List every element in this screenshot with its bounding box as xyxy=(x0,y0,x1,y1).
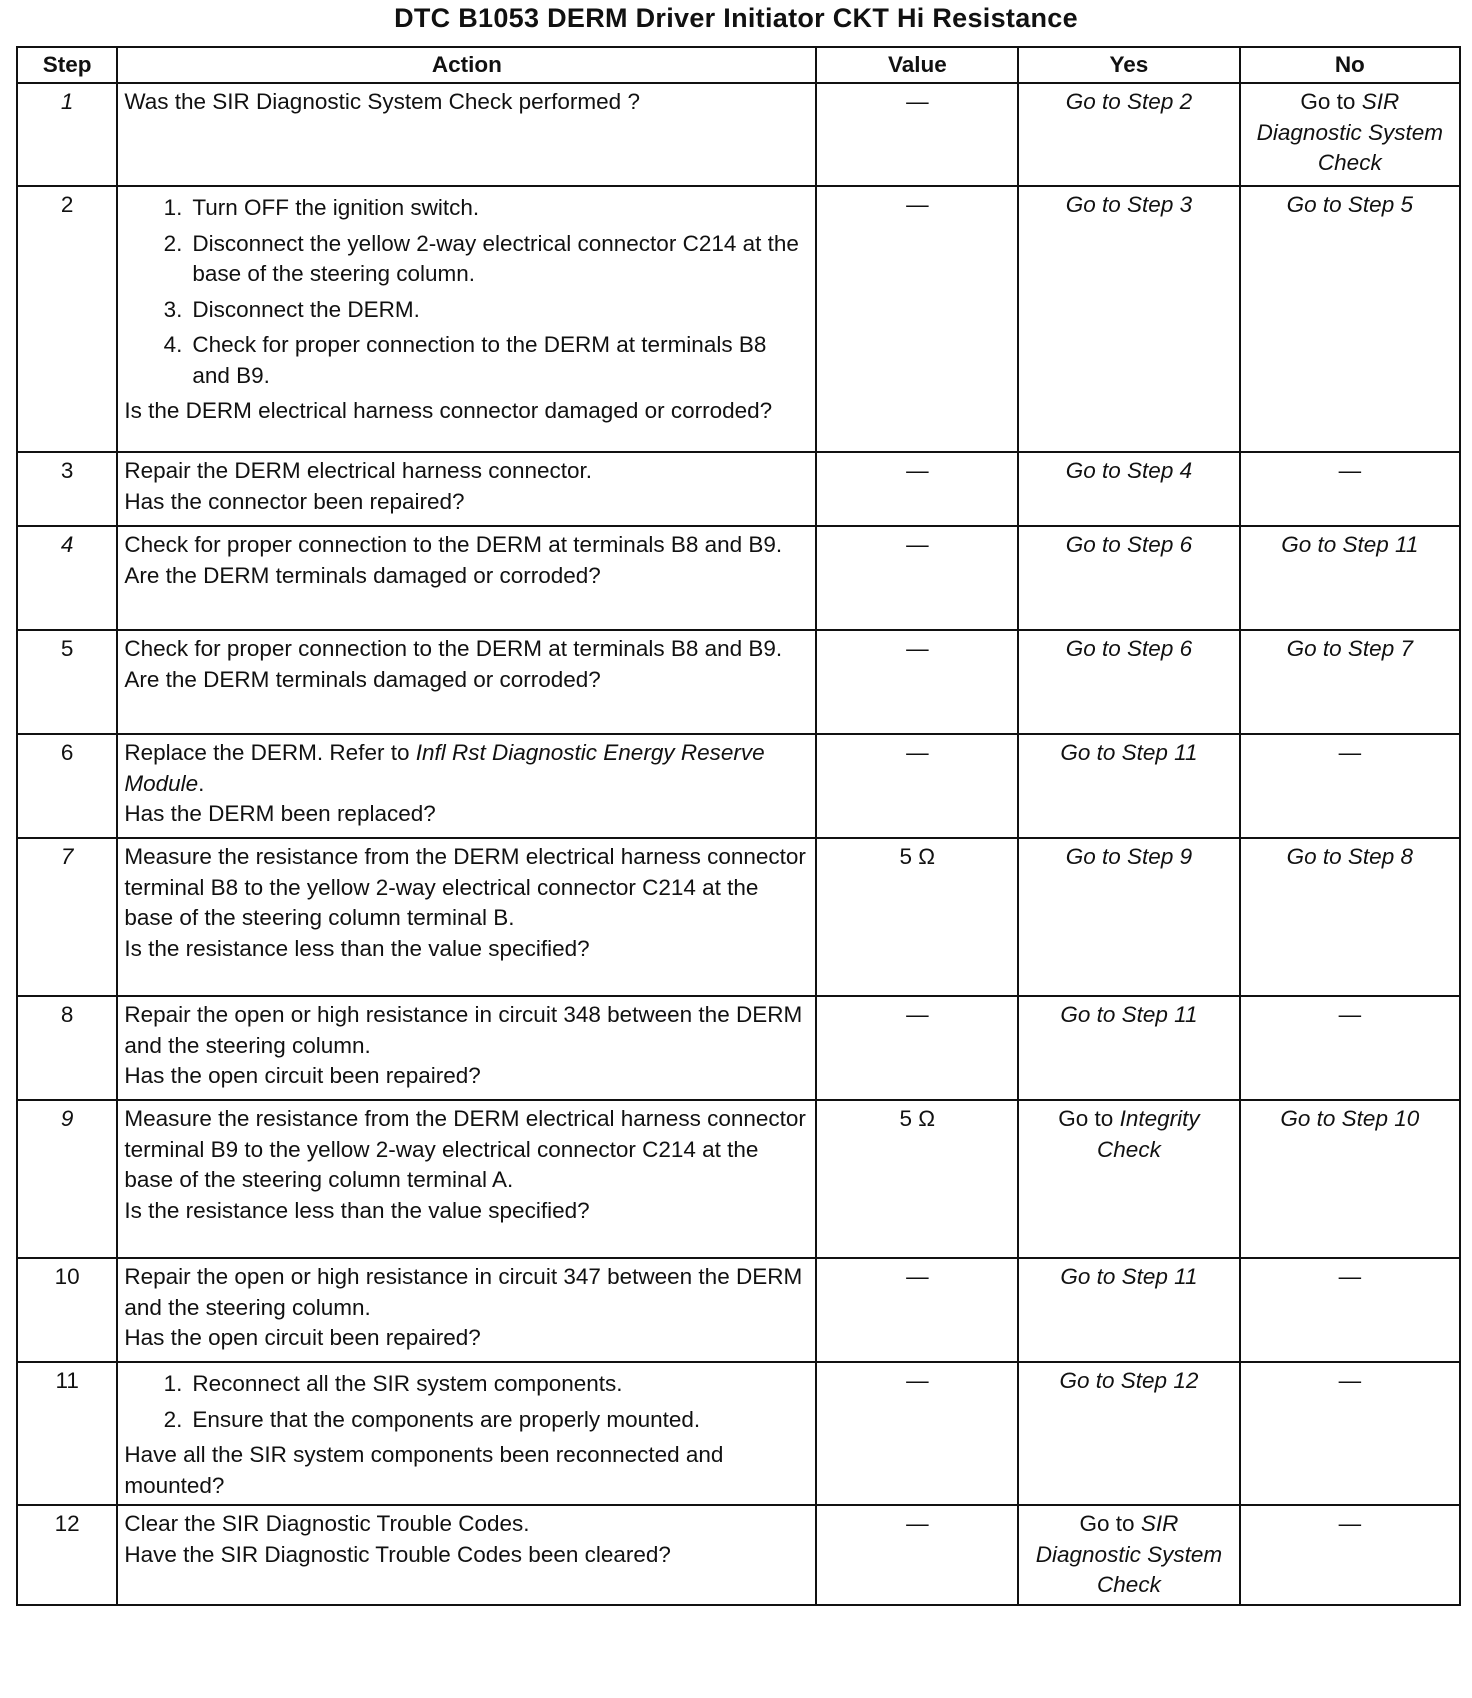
no-link[interactable]: Go to Step 7 xyxy=(1286,636,1413,661)
list-text: Ensure that the components are properly mounted. xyxy=(192,1406,701,1432)
value-cell: 5 Ω xyxy=(816,1100,1018,1258)
yes-cell xyxy=(1018,1100,1239,1258)
table-row xyxy=(17,1362,1460,1505)
action-text xyxy=(124,738,809,799)
step-number: 9 xyxy=(17,1100,117,1258)
action-suffix: . xyxy=(198,770,205,796)
no-link[interactable]: Go to Step 5 xyxy=(1286,192,1413,217)
table-row xyxy=(17,83,1460,186)
yes-cell xyxy=(1018,526,1239,630)
header-step: Step xyxy=(17,47,117,83)
yes-link[interactable]: Go to Step 6 xyxy=(1065,636,1193,661)
action-cell xyxy=(117,526,816,630)
no-cell xyxy=(1240,838,1460,996)
action-text: Measure the resistance from the DERM electrical harness connector terminal B9 to the yellow 2-way electrical connector C214 at the base of the steering column terminal A. xyxy=(124,1106,806,1192)
no-cell xyxy=(1240,734,1460,838)
no-value: — xyxy=(1338,1264,1362,1289)
table-row xyxy=(17,186,1460,452)
no-cell xyxy=(1240,1362,1460,1505)
yes-link[interactable]: Go to Step 9 xyxy=(1065,844,1193,869)
action-question: Has the open circuit been repaired? xyxy=(124,1063,481,1088)
step-number: 7 xyxy=(17,838,117,996)
step-number: 5 xyxy=(17,630,117,734)
no-link[interactable]: Go to Step 11 xyxy=(1281,532,1419,557)
action-text: Check for proper connection to the DERM at terminals B8 and B9. xyxy=(124,636,783,661)
no-cell xyxy=(1240,1505,1460,1605)
yes-link[interactable]: Go to Step 6 xyxy=(1065,532,1193,557)
list-item xyxy=(124,330,809,391)
action-text: Repair the open or high resistance in circuit 348 between the DERM and the steering column. xyxy=(124,1002,803,1058)
action-question: Have the SIR Diagnostic Trouble Codes been cleared? xyxy=(124,1541,671,1567)
no-cell xyxy=(1240,83,1460,186)
step-number: 1 xyxy=(17,83,117,186)
list-number: 1. xyxy=(163,195,183,220)
action-text: Repair the DERM electrical harness connector. xyxy=(124,458,593,483)
action-cell xyxy=(117,838,816,996)
yes-cell xyxy=(1018,1362,1239,1505)
list-item xyxy=(124,1405,809,1436)
list-number: 4. xyxy=(163,332,183,357)
value-cell: — xyxy=(816,734,1018,838)
no-cell xyxy=(1240,1258,1460,1362)
action-question: Has the open circuit been repaired? xyxy=(124,1325,481,1350)
no-value: — xyxy=(1338,1368,1362,1393)
action-cell xyxy=(117,186,816,452)
action-question: Is the resistance less than the value specified? xyxy=(124,935,590,961)
yes-link[interactable]: Go to Step 12 xyxy=(1059,1368,1199,1393)
no-cell xyxy=(1240,452,1460,526)
list-text: Check for proper connection to the DERM at terminals B8 and B9. xyxy=(192,332,767,388)
action-cell xyxy=(117,1100,816,1258)
no-value: — xyxy=(1338,740,1362,765)
action-cell xyxy=(117,452,816,526)
action-question: Is the DERM electrical harness connector damaged or corroded? xyxy=(124,398,773,423)
yes-link[interactable]: Go to Step 3 xyxy=(1065,192,1193,217)
action-text: Measure the resistance from the DERM electrical harness connector terminal B8 to the yellow 2-way electrical connector C214 at the base of the steering column terminal B. xyxy=(124,844,806,930)
action-cell xyxy=(117,1362,816,1505)
list-text: Reconnect all the SIR system components. xyxy=(192,1371,623,1396)
header-yes: Yes xyxy=(1018,47,1239,83)
yes-prefix: Go to xyxy=(1079,1511,1135,1536)
yes-link[interactable]: Go to Step 11 xyxy=(1060,1264,1198,1289)
table-row xyxy=(17,526,1460,630)
list-item xyxy=(124,229,809,290)
step-number: 12 xyxy=(17,1505,117,1605)
no-prefix: Go to xyxy=(1300,89,1356,114)
page-title: DTC B1053 DERM Driver Initiator CKT Hi Resistance xyxy=(394,3,1078,33)
yes-link[interactable]: Go to Step 11 xyxy=(1060,740,1198,765)
action-cell xyxy=(117,734,816,838)
yes-cell xyxy=(1018,734,1239,838)
action-list xyxy=(124,1369,809,1435)
yes-prefix: Go to xyxy=(1058,1106,1114,1131)
diagnostic-table xyxy=(16,46,1461,1606)
action-cell xyxy=(117,996,816,1100)
action-text: Was the SIR Diagnostic System Check performed ? xyxy=(124,89,640,114)
value-cell: — xyxy=(816,1505,1018,1605)
value-cell: — xyxy=(816,452,1018,526)
table-header-row xyxy=(17,47,1460,83)
yes-cell xyxy=(1018,1258,1239,1362)
action-question: Is the resistance less than the value specified? xyxy=(124,1197,590,1223)
action-reference-link[interactable]: Infl Rst Diagnostic Energy Reserve Module xyxy=(124,740,765,796)
yes-cell xyxy=(1018,996,1239,1100)
yes-cell xyxy=(1018,186,1239,452)
action-text: Check for proper connection to the DERM at terminals B8 and B9. xyxy=(124,532,783,557)
header-value: Value xyxy=(816,47,1018,83)
yes-cell xyxy=(1018,630,1239,734)
yes-link[interactable]: Go to Step 2 xyxy=(1065,89,1193,114)
yes-cell xyxy=(1018,838,1239,996)
no-link[interactable]: Go to Step 8 xyxy=(1286,844,1413,869)
table-row xyxy=(17,630,1460,734)
action-cell xyxy=(117,1258,816,1362)
table-row xyxy=(17,452,1460,526)
action-question: Have all the SIR system components been reconnected and mounted? xyxy=(124,1442,724,1498)
no-cell xyxy=(1240,526,1460,630)
action-question: Has the connector been repaired? xyxy=(124,488,465,514)
step-number: 4 xyxy=(17,526,117,630)
action-cell xyxy=(117,1505,816,1605)
header-action: Action xyxy=(117,47,816,83)
no-value: — xyxy=(1338,458,1362,483)
value-cell: 5 Ω xyxy=(816,838,1018,996)
yes-link[interactable]: SIR Diagnostic System Check xyxy=(1035,1511,1223,1597)
value-cell: — xyxy=(816,83,1018,186)
action-cell xyxy=(117,630,816,734)
value-cell: — xyxy=(816,526,1018,630)
table-row xyxy=(17,1100,1460,1258)
no-cell xyxy=(1240,186,1460,452)
list-text: Disconnect the yellow 2-way electrical connector C214 at the base of the steering column. xyxy=(192,230,799,286)
no-value: — xyxy=(1338,1002,1362,1027)
yes-cell xyxy=(1018,452,1239,526)
step-number: 8 xyxy=(17,996,117,1100)
no-cell xyxy=(1240,1100,1460,1258)
no-link[interactable]: SIR Diagnostic System Check xyxy=(1256,89,1443,175)
action-text: Repair the open or high resistance in circuit 347 between the DERM and the steering column. xyxy=(124,1264,803,1320)
no-cell xyxy=(1240,996,1460,1100)
value-cell: — xyxy=(816,186,1018,452)
table-row xyxy=(17,1505,1460,1605)
step-number: 2 xyxy=(17,186,117,452)
list-number: 2. xyxy=(163,1406,183,1432)
yes-link[interactable]: Go to Step 11 xyxy=(1060,1002,1198,1027)
list-number: 2. xyxy=(163,230,183,256)
action-question: Are the DERM terminals damaged or corroded? xyxy=(124,666,601,692)
table-row xyxy=(17,1258,1460,1362)
action-prefix: Replace the DERM. Refer to xyxy=(124,740,416,765)
list-number: 3. xyxy=(163,296,183,322)
yes-link[interactable]: Go to Step 4 xyxy=(1065,458,1193,483)
header-no: No xyxy=(1240,47,1460,83)
table-row xyxy=(17,838,1460,996)
table-row xyxy=(17,734,1460,838)
step-number: 3 xyxy=(17,452,117,526)
value-cell: — xyxy=(816,1362,1018,1505)
action-list xyxy=(124,193,809,391)
list-text: Disconnect the DERM. xyxy=(192,296,420,322)
value-cell: — xyxy=(816,996,1018,1100)
step-number: 10 xyxy=(17,1258,117,1362)
value-cell: — xyxy=(816,1258,1018,1362)
value-cell: — xyxy=(816,630,1018,734)
action-cell xyxy=(117,83,816,186)
step-number: 6 xyxy=(17,734,117,838)
list-number: 1. xyxy=(163,1371,183,1396)
yes-link[interactable]: Integrity Check xyxy=(1097,1106,1200,1162)
yes-cell xyxy=(1018,83,1239,186)
action-text: Clear the SIR Diagnostic Trouble Codes. xyxy=(124,1511,530,1536)
list-text: Turn OFF the ignition switch. xyxy=(192,195,480,220)
action-question: Has the DERM been replaced? xyxy=(124,801,436,826)
list-item xyxy=(124,193,809,224)
action-question: Are the DERM terminals damaged or corroded? xyxy=(124,562,601,588)
yes-cell xyxy=(1018,1505,1239,1605)
list-item xyxy=(124,1369,809,1400)
step-number: 11 xyxy=(17,1362,117,1505)
table-row xyxy=(17,996,1460,1100)
no-link[interactable]: Go to Step 10 xyxy=(1280,1106,1420,1131)
no-value: — xyxy=(1338,1511,1362,1536)
list-item xyxy=(124,295,809,326)
no-cell xyxy=(1240,630,1460,734)
